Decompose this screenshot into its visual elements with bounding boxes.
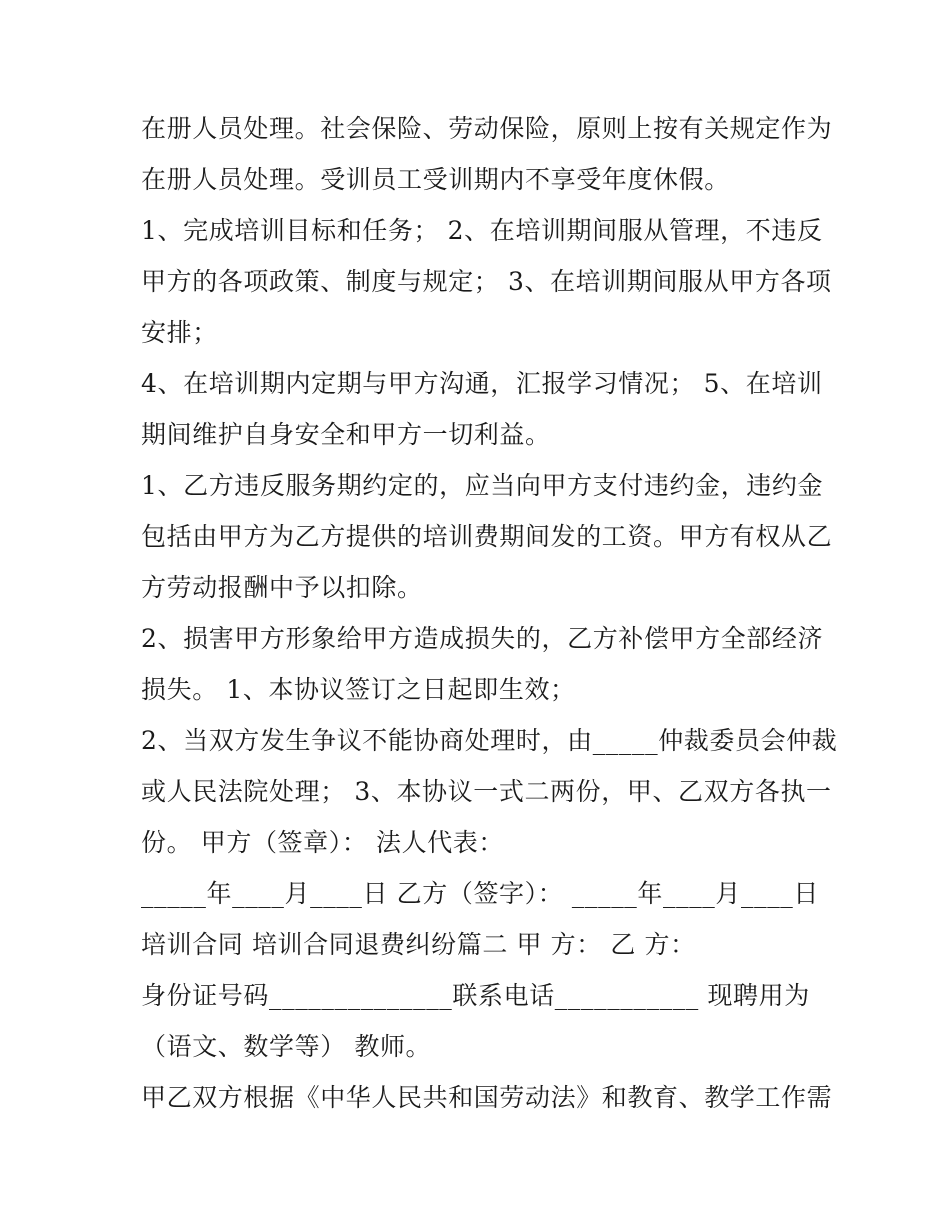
text-line: 身份证号码______________联系电话___________ 现聘用为: [141, 981, 810, 1010]
text-line: 期间维护自身安全和甲方一切利益。: [141, 420, 551, 449]
text-line: 在册人员处理。社会保险、劳动保险，原则上按有关规定作为: [141, 114, 833, 143]
text-line: 在册人员处理。受训员工受训期内不享受年度休假。: [141, 165, 730, 194]
text-line: 方劳动报酬中予以扣除。: [141, 573, 423, 602]
text-line: 1、完成培训目标和任务； 2、在培训期间服从管理，不违反: [141, 216, 823, 245]
text-line: 2、损害甲方形象给甲方造成损失的，乙方补偿甲方全部经济: [141, 624, 824, 653]
text-line: 培训合同 培训合同退费纠纷篇二 甲 方： 乙 方：: [141, 930, 696, 959]
text-line: 或人民法院处理； 3、本协议一式二两份，甲、乙双方各执一: [141, 777, 832, 806]
text-line: 甲乙双方根据《中华人民共和国劳动法》和教育、教学工作需: [141, 1083, 833, 1112]
text-line: 4、在培训期内定期与甲方沟通，汇报学习情况； 5、在培训: [141, 369, 823, 398]
text-line: 份。 甲方（签章）： 法人代表：: [141, 828, 504, 857]
text-line: 1、乙方违反服务期约定的，应当向甲方支付违约金，违约金: [141, 471, 824, 500]
text-line: 甲方的各项政策、制度与规定； 3、在培训期间服从甲方各项: [141, 267, 832, 296]
text-line: 安排；: [141, 318, 218, 347]
text-line: 2、当双方发生争议不能协商处理时，由_____仲裁委员会仲裁: [141, 726, 838, 755]
text-line: （语文、数学等） 教师。: [141, 1032, 432, 1061]
text-line: 损失。 1、本协议签订之日起即生效；: [141, 675, 576, 704]
text-line: _____年____月____日 乙方（签字）： _____年____月____日: [141, 879, 819, 908]
text-line: 包括由甲方为乙方提供的培训费期间发的工资。甲方有权从乙: [141, 522, 833, 551]
